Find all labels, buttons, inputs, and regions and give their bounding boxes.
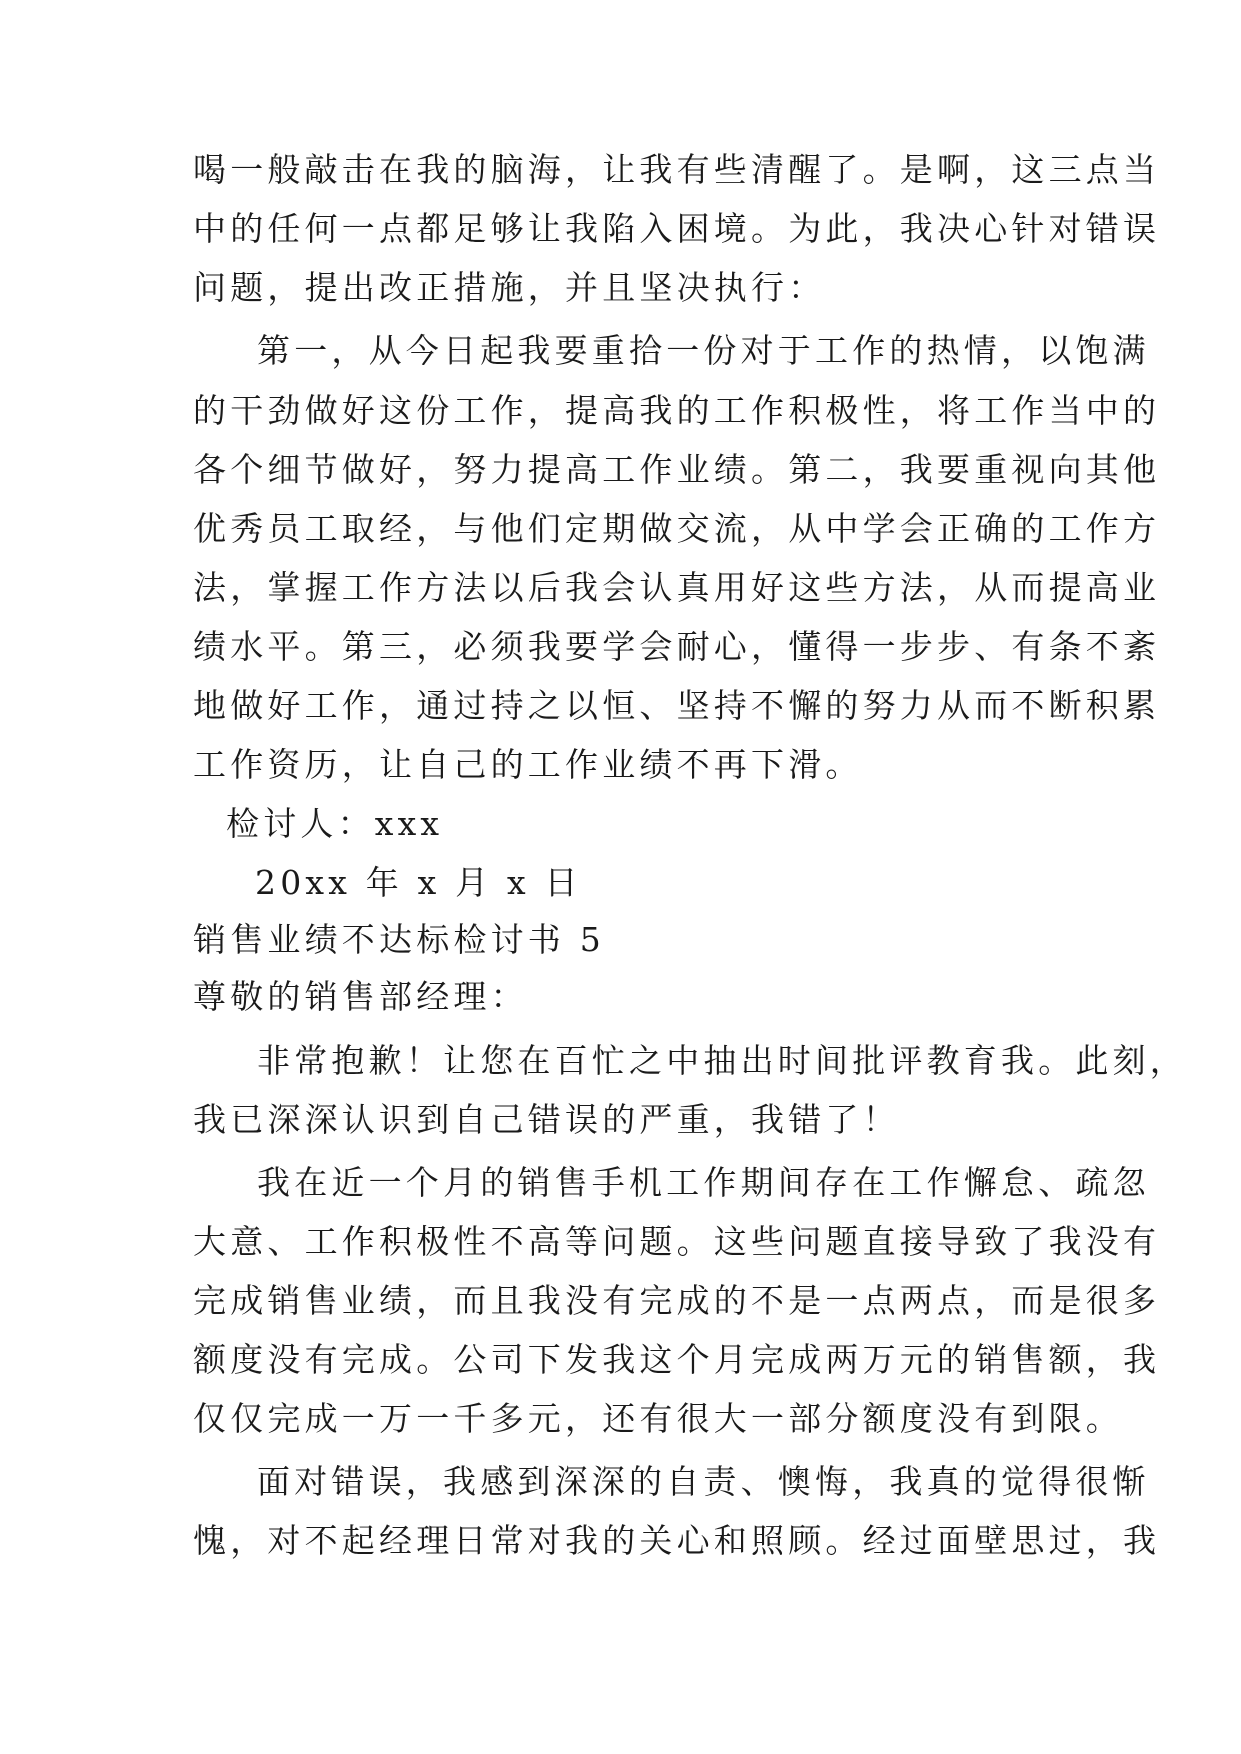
text-line: 第一，从今日起我要重拾一份对于工作的热情，以饱满 [257, 331, 1150, 370]
text-line: 大意、工作积极性不高等问题。这些问题直接导致了我没有 [193, 1222, 1161, 1261]
text-line: 地做好工作，通过持之以恒、坚持不懈的努力从而不断积累 [193, 686, 1161, 725]
text-line: 我已深深认识到自己错误的严重，我错了！ [193, 1100, 900, 1139]
text-line: 中的任何一点都足够让我陷入困境。为此，我决心针对错误 [193, 209, 1161, 248]
text-line: 问题，提出改正措施，并且坚决执行： [193, 268, 826, 307]
text-line: 工作资历，让自己的工作业绩不再下滑。 [193, 745, 863, 784]
text-line: 喝一般敲击在我的脑海，让我有些清醒了。是啊，这三点当 [193, 150, 1161, 189]
text-line: 法，掌握工作方法以后我会认真用好这些方法，从而提高业 [193, 568, 1161, 607]
text-line: 绩水平。第三，必须我要学会耐心，懂得一步步、有条不紊 [193, 627, 1161, 666]
text-line: 完成销售业绩，而且我没有完成的不是一点两点，而是很多 [193, 1281, 1161, 1320]
date-line: 20xx 年 x 月 x 日 [255, 863, 582, 902]
section-title: 销售业绩不达标检讨书 5 [193, 920, 605, 959]
text-line: 各个细节做好，努力提高工作业绩。第二，我要重视向其他 [193, 450, 1161, 489]
text-line: 优秀员工取经，与他们定期做交流，从中学会正确的工作方 [193, 509, 1161, 548]
text-line: 的干劲做好这份工作，提高我的工作积极性，将工作当中的 [193, 391, 1161, 430]
text-line: 面对错误，我感到深深的自责、懊悔，我真的觉得很惭 [257, 1462, 1150, 1501]
signature-line: 检讨人：xxx [226, 804, 444, 843]
text-line: 愧，对不起经理日常对我的关心和照顾。经过面壁思过，我 [193, 1521, 1161, 1560]
text-line: 额度没有完成。公司下发我这个月完成两万元的销售额，我 [193, 1340, 1161, 1379]
text-line: 我在近一个月的销售手机工作期间存在工作懈怠、疏忽 [257, 1163, 1150, 1202]
text-line: 非常抱歉！让您在百忙之中抽出时间批评教育我。此刻， [257, 1041, 1187, 1080]
text-line: 仅仅完成一万一千多元，还有很大一部分额度没有到限。 [193, 1399, 1123, 1438]
salutation: 尊敬的销售部经理： [193, 977, 528, 1016]
